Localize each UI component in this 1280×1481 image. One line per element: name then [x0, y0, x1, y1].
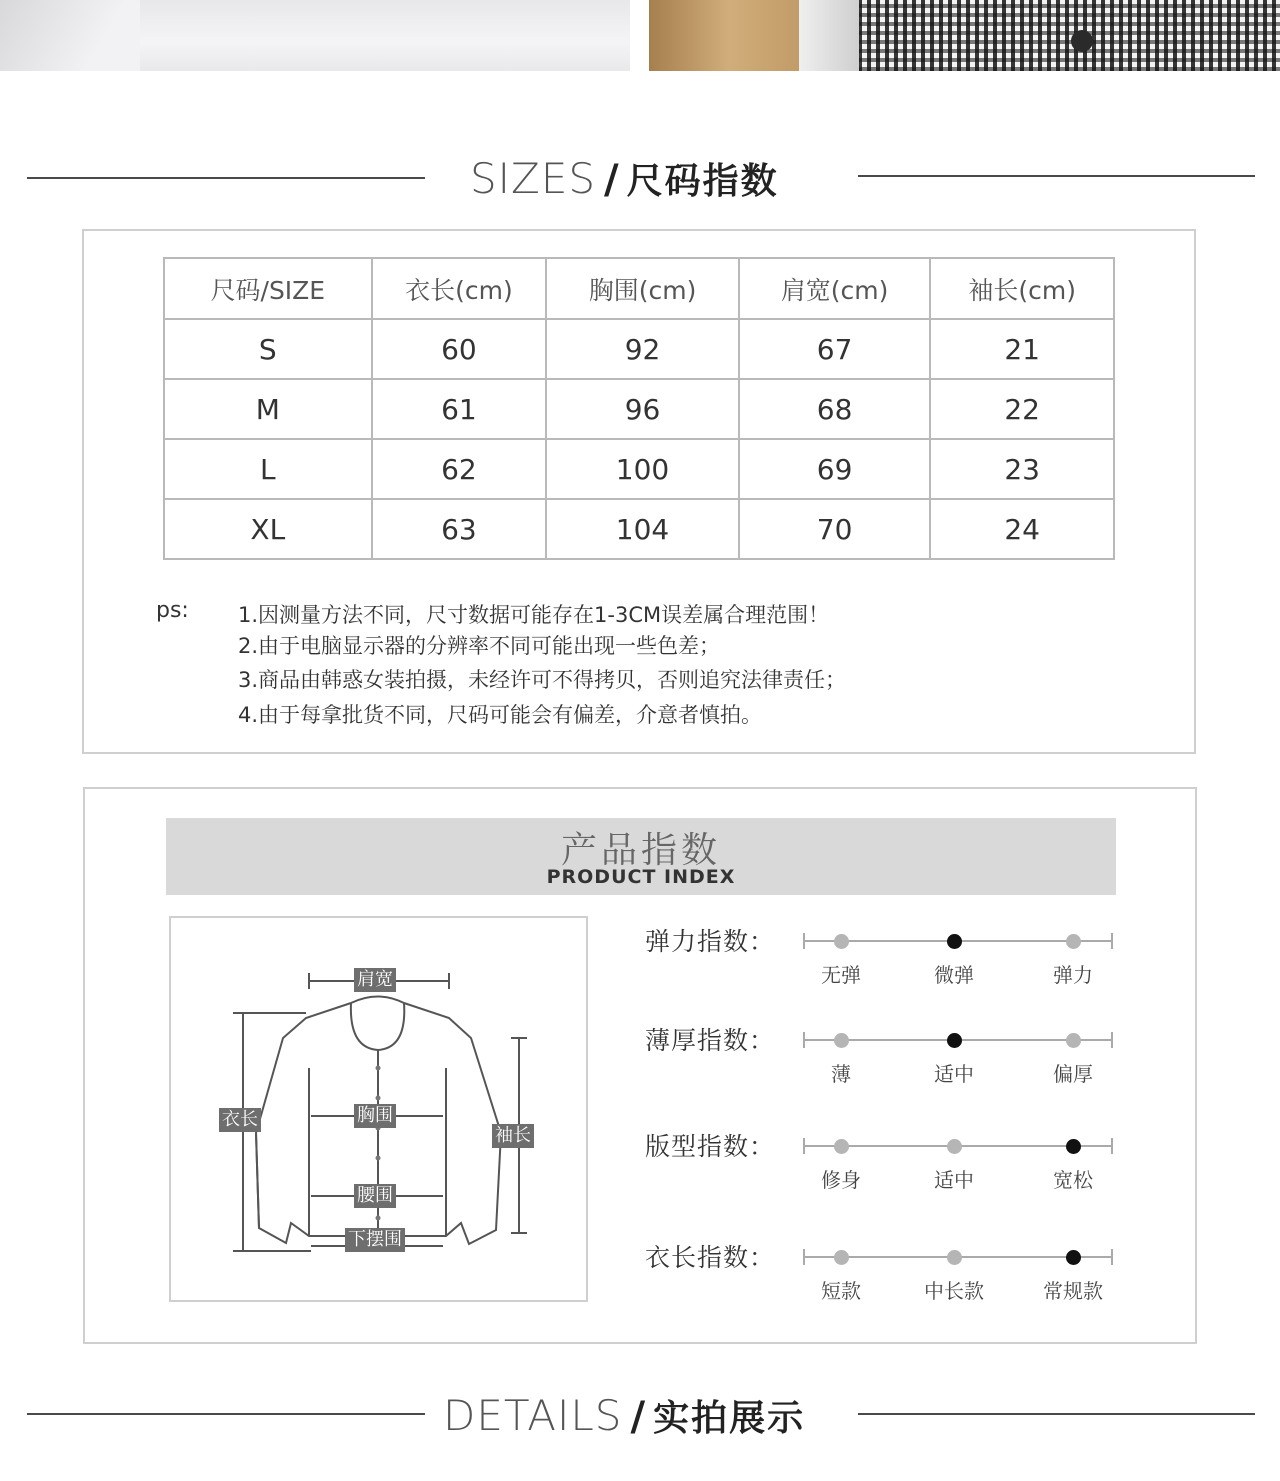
- value-cell: 24: [930, 499, 1114, 559]
- hem-label: 下摆围: [345, 1228, 405, 1252]
- index-dot: [834, 1250, 849, 1265]
- table-row: [164, 319, 1114, 379]
- index-option-label: 短款: [821, 1279, 861, 1303]
- index-option-label: 偏厚: [1053, 1062, 1093, 1086]
- garment-diagram: [169, 916, 588, 1302]
- index-dot: [1066, 1033, 1081, 1048]
- product-index-title-cn: 产品指数: [560, 830, 721, 871]
- index-scale-tick: [1111, 1138, 1113, 1154]
- index-option-label: 微弹: [934, 963, 974, 987]
- index-option-label: 适中: [934, 1062, 974, 1086]
- index-option-label: 无弹: [821, 963, 861, 987]
- table-row: [164, 499, 1114, 559]
- size-cell: S: [164, 319, 372, 379]
- value-cell: 67: [739, 319, 931, 379]
- product-index-banner: [166, 818, 1116, 895]
- product-index-title-en: PRODUCT INDEX: [546, 866, 736, 888]
- index-option-label: 适中: [934, 1168, 974, 1192]
- value-cell: 62: [372, 439, 547, 499]
- note-line: 2.由于电脑显示器的分辨率不同可能出现一些色差；: [238, 634, 721, 658]
- index-dot-selected: [1066, 1139, 1081, 1154]
- index-dot: [834, 934, 849, 949]
- index-option-label: 常规款: [1043, 1279, 1103, 1303]
- value-cell: 70: [739, 499, 931, 559]
- size-cell: L: [164, 439, 372, 499]
- details-rule-right: [858, 1413, 1255, 1415]
- note-line: 4.由于每拿批货不同，尺码可能会有偏差，介意者慎拍。: [238, 703, 763, 727]
- value-cell: 96: [546, 379, 739, 439]
- header-cell: 肩宽(cm): [739, 258, 931, 319]
- size-table: [163, 257, 1115, 560]
- index-option-label: 中长款: [924, 1279, 984, 1303]
- index-dot-selected: [1066, 1250, 1081, 1265]
- header-cell: 胸围(cm): [546, 258, 739, 319]
- details-heading-slash: /: [630, 1394, 646, 1440]
- sizes-heading-en: SIZES: [470, 154, 597, 203]
- index-scale-tick: [1111, 1032, 1113, 1048]
- notes-label: ps:: [156, 598, 189, 623]
- index-option-label: 弹力: [1053, 963, 1093, 987]
- shoulder-label: 肩宽: [354, 968, 396, 992]
- value-cell: 23: [930, 439, 1114, 499]
- waist-label: 腰围: [354, 1184, 396, 1208]
- size-table-header: [164, 258, 1114, 319]
- index-scale-tick: [803, 1032, 805, 1048]
- value-cell: 92: [546, 319, 739, 379]
- index-dot: [947, 1250, 962, 1265]
- value-cell: 61: [372, 379, 547, 439]
- sizes-heading-slash: /: [604, 157, 619, 203]
- table-row: [164, 379, 1114, 439]
- table-row: [164, 439, 1114, 499]
- index-dot: [834, 1033, 849, 1048]
- heading-rule-left: [27, 177, 425, 179]
- value-cell: 22: [930, 379, 1114, 439]
- index-label: 薄厚指数：: [645, 1026, 776, 1055]
- value-cell: 21: [930, 319, 1114, 379]
- size-cell: M: [164, 379, 372, 439]
- index-label: 衣长指数：: [645, 1243, 776, 1272]
- index-dot: [1066, 934, 1081, 949]
- index-scale-tick: [1111, 1249, 1113, 1265]
- heading-rule-right: [858, 175, 1255, 177]
- index-option-label: 薄: [831, 1062, 851, 1086]
- note-line: 3.商品由韩惑女装拍摄，未经许可不得拷贝，否则追究法律责任；: [238, 668, 847, 692]
- chest-label: 胸围: [354, 1104, 396, 1128]
- value-cell: 104: [546, 499, 739, 559]
- length-label: 衣长: [219, 1108, 261, 1132]
- value-cell: 68: [739, 379, 931, 439]
- details-heading-en: DETAILS: [443, 1391, 623, 1440]
- index-dot-selected: [947, 934, 962, 949]
- index-scale-tick: [803, 1249, 805, 1265]
- product-photo-left: [0, 0, 630, 71]
- index-label: 版型指数：: [645, 1132, 776, 1161]
- details-heading: [443, 1390, 805, 1441]
- value-cell: 63: [372, 499, 547, 559]
- value-cell: 60: [372, 319, 547, 379]
- index-label: 弹力指数：: [645, 927, 776, 956]
- size-cell: XL: [164, 499, 372, 559]
- index-scale-tick: [803, 933, 805, 949]
- index-option-label: 修身: [821, 1168, 861, 1192]
- header-cell: 尺码/SIZE: [164, 258, 372, 319]
- value-cell: 100: [546, 439, 739, 499]
- details-rule-left: [27, 1413, 425, 1415]
- header-cell: 袖长(cm): [930, 258, 1114, 319]
- index-dot: [947, 1139, 962, 1154]
- sizes-heading-cn: 尺码指数: [626, 161, 779, 202]
- note-line: 1.因测量方法不同，尺寸数据可能存在1-3CM误差属合理范围！: [238, 603, 830, 627]
- index-dot: [834, 1139, 849, 1154]
- product-photo-right: [649, 0, 1280, 71]
- value-cell: 69: [739, 439, 931, 499]
- sleeve-label: 袖长: [492, 1124, 534, 1148]
- index-scale-tick: [803, 1138, 805, 1154]
- sizes-heading: [470, 153, 779, 204]
- details-heading-cn: 实拍展示: [653, 1398, 806, 1439]
- index-scale-tick: [1111, 933, 1113, 949]
- header-cell: 衣长(cm): [372, 258, 547, 319]
- index-dot-selected: [947, 1033, 962, 1048]
- index-option-label: 宽松: [1053, 1168, 1093, 1192]
